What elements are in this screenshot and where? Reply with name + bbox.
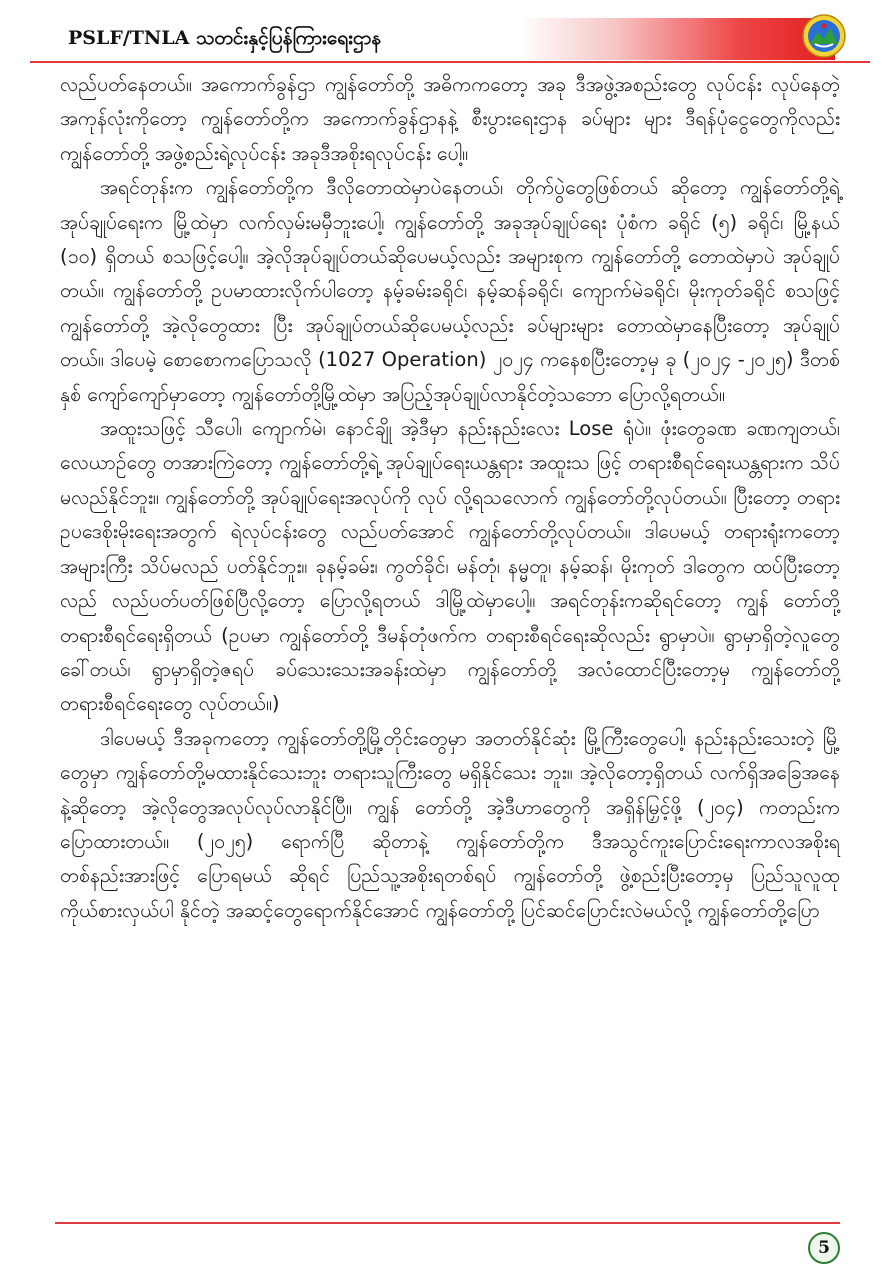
- header-title: PSLF/TNLA သတင်းနှင့်ပြန်ကြားရေးဌာန: [68, 27, 382, 49]
- footer-divider: [55, 1222, 840, 1224]
- paragraph: အထူးသဖြင့် သီပေါ၊ ကျောက်မဲ၊ နောင်ချို အဲ့ဒီမှာ နည်းနည်းလေး Lose ရုံပဲ။ ဖုံးတွေခဏ ခဏကျတယ်၊ လေယာဉ်တွေ တအားကြဲတော့ ကျွန်တော်တို့ရဲ့ အုပ်ချုပ်ရေးယန္တရား အထူးသ ဖြင့် တရားစီရင်ရေးယန္တရားက သိပ်မလည်နိုင်ဘူး။ ကျွန်တော်တို့ အုပ်ချုပ်ရေးအလုပ်ကို လုပ် လို့ရသလောက် ကျွန်တော်တို့လုပ်တယ်။ ပြီးတော့ တရားဥပဒေစိုးမိုးရေးအတွက် ရဲလုပ်ငန်းတွေ လည်ပတ်အောင် ကျွန်တော်တို့လုပ်တယ်။ ဒါပေမယ့် တရားရုံးကတော့ အများကြီး သိပ်မလည် ပတ်နိုင်ဘူး။ ခုနမ့်ခမ်း၊ ကွတ်ခိုင်၊ မန်တုံ၊ နမ္မတူ၊ နမ့်ဆန်၊ မိုးကုတ် ဒါတွေက ထပ်ပြီးတော့ လည် လည်ပတ်ပတ်ဖြစ်ပြီလို့တော့ ပြောလို့ရတယ် ဒါမြို့ထဲမှာပေါ့။ အရင်တုန်းကဆိုရင်တော့ ကျွန် တော်တို့ တရားစီရင်ရေးရှိတယ် (ဥပမာ ကျွန်တော်တို့ ဒီမန်တုံဖက်က တရားစီရင်ရေးဆိုလည်း ရွာမှာပဲ။ ရွာမှာရှိတဲ့လူတွေ ခေါ်တယ်၊ ရွာမှာရှိတဲ့ဇရပ် ခပ်သေးသေးအခန်းထဲမှာ ကျွန်တော်တို့ အလံထောင်ပြီးတော့မှ ကျွန်တော်တို့ တရားစီရင်ရေးတွေ လုပ်တယ်။): [60, 417, 840, 716]
- organization-emblem-icon: [802, 14, 846, 58]
- page-number-badge: 5: [808, 1232, 840, 1264]
- paragraph: ဒါပေမယ့် ဒီအခုကတော့ ကျွန်တော်တို့မြို့တိုင်းတွေမှာ အတတ်နိုင်ဆုံး မြို့ကြီးတွေပေါ့၊ နည်းနည်းသေးတဲ့ မြို့တွေမှာ ကျွန်တော်တို့မထားနိုင်သေးဘူး တရားသူကြီးတွေ မရှိနိုင်သေး ဘူး။ အဲ့လိုတော့ရှိတယ် လက်ရှိအခြေအနေနဲ့ဆိုတော့ အဲ့လိုတွေအလုပ်လုပ်လာနိုင်ပြီ။ ကျွန် တော်တို့ အဲ့ဒီဟာတွေကို အရှိန်မြှင့်ဖို့ (၂၀၄) ကတည်းက ပြောထားတယ်။ (၂၀၂၅) ရောက်ပြီ ဆိုတာနဲ့ ကျွန်တော်တို့က ဒီအသွင်ကူးပြောင်းရေးကာလအစိုးရ တစ်နည်းအားဖြင့် ပြောရမယ် ဆိုရင် ပြည်သူ့အစိုးရတစ်ရပ် ကျွန်တော်တို့ ဖွဲ့စည်းပြီးတော့မှ ပြည်သူလူထု ကိုယ်စားလှယ်ပါ နိုင်တဲ့ အဆင့်တွေရောက်နိုင်အောင် ကျွန်တော်တို့ ပြင်ဆင်ပြောင်းလဲမယ်လို့ ကျွန်တော်တို့ပြော: [60, 726, 840, 922]
- article-body: [60, 68, 840, 928]
- paragraph: အရင်တုန်းက ကျွန်တော်တို့က ဒီလိုတောထဲမှာပဲနေတယ်၊ တိုက်ပွဲတွေဖြစ်တယ် ဆိုတော့ ကျွန်တော်တို့ရဲ့ အုပ်ချုပ်ရေးက မြို့ထဲမှာ လက်လှမ်းမမှီဘူးပေါ့၊ ကျွန်တော်တို့ အခုအုပ်ချုပ်ရေး ပုံစံက ခရိုင် (၅) ခရိုင်၊ မြို့နယ် (၁၀) ရှိတယ် စသဖြင့်ပေါ့။ အဲ့လိုအုပ်ချုပ်တယ်ဆိုပေမယ့်လည်း အများစုက ကျွန်တော်တို့ တောထဲမှာပဲ အုပ်ချုပ်တယ်။ ကျွန်တော်တို့ ဥပမာထားလိုက်ပါတော့ နမ့်ခမ်းခရိုင်၊ နမ့်ဆန်ခရိုင်၊ ကျောက်မဲခရိုင်၊ မိုးကုတ်ခရိုင် စသဖြင့် ကျွန်တော်တို့ အဲ့လိုတွေထား ပြီး အုပ်ချုပ်တယ်ဆိုပေမယ့်လည်း ခပ်များများ တောထဲမှာနေပြီးတော့ အုပ်ချုပ်တယ်။ ဒါပေမဲ့ စောစောကပြောသလို (1027 Operation) ၂၀၂၄ ကနေစပြီးတော့မှ ခု (၂၀၂၄ -၂၀၂၅) ဒီတစ်နှစ် ကျော်ကျော်မှာတော့ ကျွန်တော်တို့မြို့ထဲမှာ အပြည့်အုပ်ချုပ်လာနိုင်တဲ့သဘော ပြောလို့ရတယ်။: [60, 176, 840, 406]
- header-red-gradient-band: [520, 18, 835, 60]
- paragraph: လည်ပတ်နေတယ်။ အကောက်ခွန်ဌာ ကျွန်တော်တို့ အဓိကကတော့ အခု ဒီအဖွဲ့အစည်းတွေ လုပ်ငန်း လုပ်နေတဲ့ အကုန်လုံးကိုတော့ ကျွန်တော်တို့က အကောက်ခွန်ဌာနနဲ့ စီးပွားရေးဌာန ခပ်များ များ ဒီရန်ပုံငွေတွေကိုလည်း ကျွန်တော်တို့ အဖွဲ့စည်းရဲ့လုပ်ငန်း အခုဒီအစိုးရလုပ်ငန်း ပေါ့။: [60, 73, 840, 165]
- page-header: [30, 14, 870, 62]
- header-divider: [30, 61, 870, 63]
